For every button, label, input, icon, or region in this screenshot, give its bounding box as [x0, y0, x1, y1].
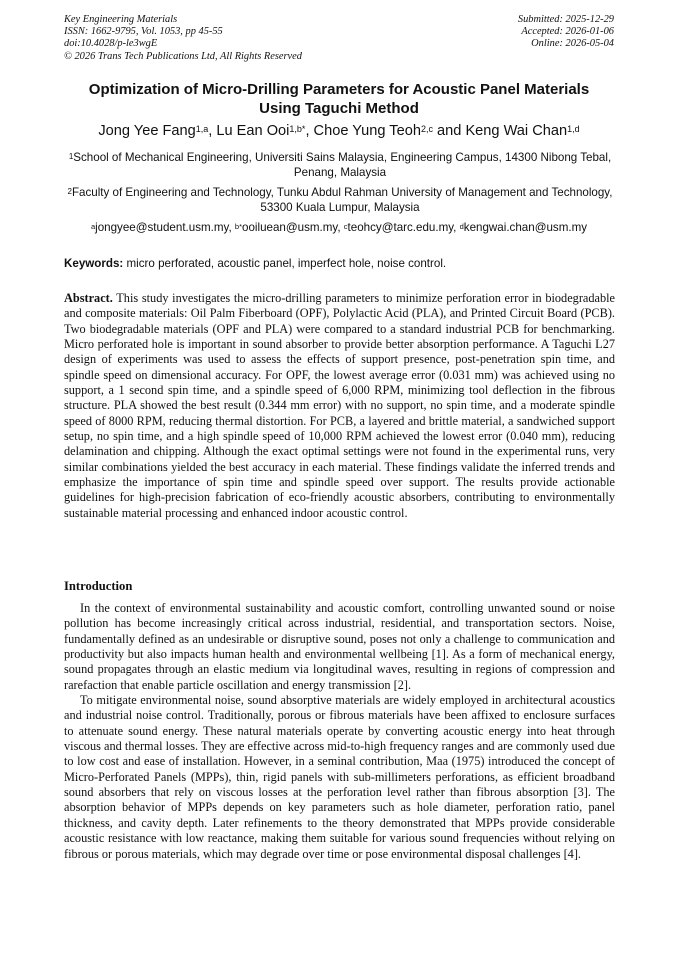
submission-dates: [518, 14, 614, 51]
author-name: Choe Yung Teoh: [313, 123, 421, 139]
email-sup: d: [459, 222, 464, 231]
paragraph: To mitigate environmental noise, sound absorptive materials are widely employed in architectural acoustics and industrial noise control. Traditionally, porous or fibrous materials have been affixed to enclosure surfaces to attenuate sound energy. These natural materials operate by converting acoustic energy into heat through viscous and thermal losses. They are effective across mid-to-high frequency ranges and are commonly used due to low cost and ease of installation. However, in a seminal contribution, Maa (1975) introduced the concept of Micro-Perforated Panels (MPPs), thin, rigid panels with sub-millimeters perforations, as efficient broadband sound absorbers that rely on viscous losses at the perforation level rather than fibrous absorption [3]. The absorption behavior of MPPs depends on key parameters such as hole diameter, perforation ratio, panel thickness, and cavity depth. Later refinements to the theory demonstrated that MPPs provide considerable acoustic resistance with low reactance, making them suitable for various sound frequencies without relying on fibrous or porous materials, which may degrade over time or pose environmental disposal challenges [4].: [64, 693, 615, 861]
submitted-date: Submitted: 2025-12-29: [517, 14, 614, 25]
email-address[interactable]: jongyee@student.usm.my,: [95, 221, 235, 234]
author-name: Lu Ean Ooi: [216, 123, 290, 139]
author-name: Keng Wai Chan: [465, 123, 568, 139]
accepted-date: Accepted: 2026-01-06: [521, 26, 614, 38]
email-address[interactable]: ooiluean@usm.my,: [242, 221, 344, 234]
abstract: [64, 291, 615, 521]
author-separator: and: [432, 123, 466, 139]
affiliation-text: Faculty of Engineering and Technology, Tunku Abdul Rahman University of Management and Technology, 53300 Kuala Lumpur, Malaysia: [71, 186, 613, 214]
keywords: [64, 257, 616, 271]
author-list: [20, 122, 658, 140]
keywords-text: micro perforated, acoustic panel, imperfect hole, noise control.: [123, 257, 447, 270]
journal-name: Key Engineering Materials: [64, 14, 178, 25]
introduction-heading: Introduction: [64, 579, 133, 593]
doi-line[interactable]: doi:10.4028/p-le3wgE: [64, 38, 158, 50]
author-name: Jong Yee Fang: [98, 123, 196, 139]
keywords-label: Keywords:: [64, 257, 124, 270]
introduction-body: [64, 601, 615, 862]
title-line: Optimization of Micro-Drilling Parameters for Acoustic Panel Materials: [88, 81, 590, 98]
affiliation-sup: 2: [67, 187, 72, 196]
journal-info: [64, 14, 302, 63]
affiliation-2: [64, 186, 616, 215]
email-address[interactable]: teohcy@tarc.edu.my,: [347, 221, 460, 234]
paragraph: In the context of environmental sustainability and acoustic comfort, controlling unwanted sound or noise pollution has become increasingly critical across industrial, residential, and transportation sectors. Noise, fundamentally defined as an undesirable or disruptive sound, poses not only a challenge to communication and productivity but also impacts human health and environmental wellbeing [1]. As a form of mechanical energy, sound propagates through an elastic medium via longitudinal waves, resulting in regions of compression and rarefaction that enable particle oscillation and energy transmission [2].: [64, 601, 615, 692]
email-sup: a: [90, 222, 96, 231]
issn-line: ISSN: 1662-9795, Vol. 1053, pp 45-55: [64, 26, 223, 38]
author-separator: ,: [305, 123, 314, 139]
online-date: Online: 2026-05-04: [531, 38, 614, 50]
author-sup: 1,a: [195, 124, 209, 134]
email-sup: b*: [234, 222, 243, 231]
title-line: Using Taguchi Method: [259, 100, 419, 117]
affiliation-sup: 1: [68, 152, 74, 161]
paper-title: [40, 80, 638, 118]
author-sup: 1,d: [567, 124, 580, 134]
affiliation-1: [64, 151, 616, 180]
email-address[interactable]: kengwai.chan@usm.my: [463, 221, 588, 234]
author-separator: ,: [208, 123, 217, 139]
affiliation-text: School of Mechanical Engineering, Universiti Sains Malaysia, Engineering Campus, 14300 Nibong Tebal, Penang, Malaysia: [73, 151, 612, 179]
email-sup: c: [343, 222, 348, 231]
abstract-label: Abstract.: [64, 291, 113, 305]
copyright-line: © 2026 Trans Tech Publications Ltd, All Rights Reserved: [64, 50, 302, 62]
author-sup: 2,c: [420, 124, 433, 134]
author-sup: 1,b*: [289, 124, 306, 134]
author-emails: [40, 221, 638, 235]
abstract-text: This study investigates the micro-drilling parameters to minimize perforation error in biodegradable and composite materials: Oil Palm Fiberboard (OPF), Polylactic Acid (PLA), and Printed Circuit Board (PCB). Two biodegradable materials (OPF and PLA) were compared to a standard industrial PCB for benchmarking. Micro perforated hole is important in sound absorber to provide better absorption performance. A Taguchi L27 design of experiments was used to assess the effects of support presence, post-penetration spin time, and spindle speed on dimensional accuracy. For OPF, the lowest average error (0.031 mm) was achieved using no support, a 1 second spin time, and a spindle speed of 6,000 RPM, minimizing tool deflection in the fibrous structure. PLA showed the best result (0.344 mm error) with no support, no spin time, and a moderate spindle speed of 8000 RPM, reducing thermal distortion. For PCB, a layered and brittle material, a sandwiched support setup, no spin time, and a high spindle speed of 10,000 RPM achieved the lowest error (0.040 mm), reducing delamination and chipping. Although the exact optimal settings were not found in the experimental runs, very similar combinations yielded the best accuracy in each material. These findings validate the inferred trends and emphasize the importance of spin time and spindle speed over support. The results provide actionable guidelines for high-precision fabrication of eco-friendly acoustic absorbers, contributing to environmentally sustainable material processing and enhanced indoor acoustic control.: [64, 291, 615, 520]
